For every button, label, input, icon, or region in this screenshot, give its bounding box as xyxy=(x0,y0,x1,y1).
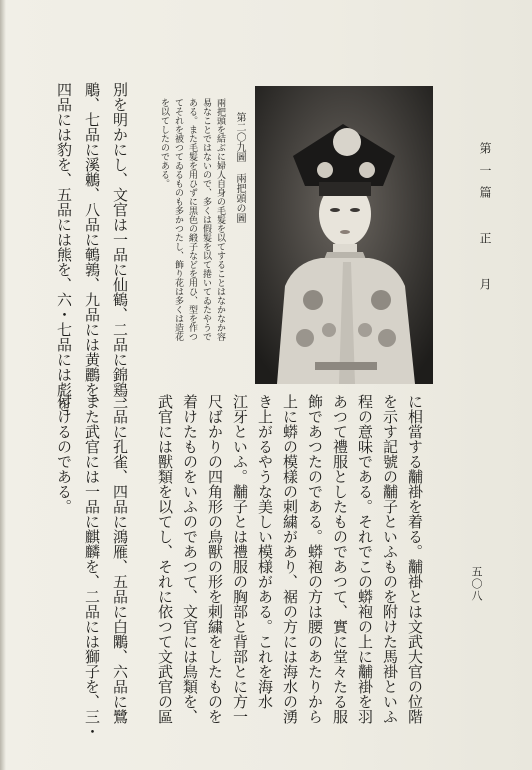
body-column: 別を明かにし、文官は一品に仙鶴、二品に錦鶏、 xyxy=(111,82,129,412)
body-column: 付けるのである。 xyxy=(55,394,73,514)
figure-title: 第二〇九圖 兩把頭の圖 xyxy=(234,112,245,223)
body-column: に相當する黼褂を着る。黼褂とは文武大官の位階 xyxy=(406,394,424,724)
binding-shadow xyxy=(0,0,6,770)
caption-line: ある。また毛髮を用ひずに黒色の緞子などを用ひ、型を作つ xyxy=(187,98,197,341)
body-column: 三品に孔雀、四品に鴻雁、五品に白鷴、六品に鷺 xyxy=(111,394,129,724)
portrait-image xyxy=(255,86,433,384)
running-head: 第一篇 正 月 xyxy=(478,142,492,300)
body-column: 武官には獸類を以てし、それに依つて文武官の區 xyxy=(156,394,174,724)
body-column: あつて禮服としたものであつて、實に堂々たる服 xyxy=(331,394,349,724)
figure-photograph xyxy=(255,86,433,384)
body-column: また武官には一品に麒麟を、二品には獅子を、三・ xyxy=(83,394,101,739)
body-column: を示す記號の黼子といふものを附けた馬褂といふ xyxy=(381,394,399,724)
body-column: 上に蟒の模樣の刺繍があり、裾の方には海水の湧 xyxy=(281,394,299,724)
body-column: 飾であつたのである。蟒袍の方は腰のあたりから xyxy=(306,394,324,724)
body-column: 尺ばかりの四角形の鳥獸の形を刺繍をしたものを xyxy=(206,394,224,724)
body-column: 程の意味である。それでこの蟒袍の上に黼褂を羽 xyxy=(356,394,374,724)
page-number: 五〇八 xyxy=(470,566,483,602)
body-column: 四品には豹を、五品には熊を、六・七品には彪を xyxy=(55,82,73,412)
body-column: 着けたものをいふのであつて、文官には鳥類を、 xyxy=(181,394,199,724)
body-column: き上がるやうな美しい模様がある。これを海水 xyxy=(256,394,274,709)
caption-line: を以てしたのである。 xyxy=(159,98,169,188)
body-column: 江牙といふ。黼子とは禮服の胸部と背部とに方一 xyxy=(231,394,249,724)
caption-line: 兩把頭を結ぶに婦人自身の毛髮を以てすることはなかなか容 xyxy=(215,98,225,341)
caption-line: 易なことではないので、多くは假髮を以て捲いてゐたやうで xyxy=(201,98,211,341)
body-column: 鵰、七品に溪鶒、八品に鵪鶉、九品には黄鸝を、 xyxy=(83,82,101,412)
caption-line: てそれを被つてゐるものも多かつたし、飾り花は多くは造花 xyxy=(173,98,183,341)
